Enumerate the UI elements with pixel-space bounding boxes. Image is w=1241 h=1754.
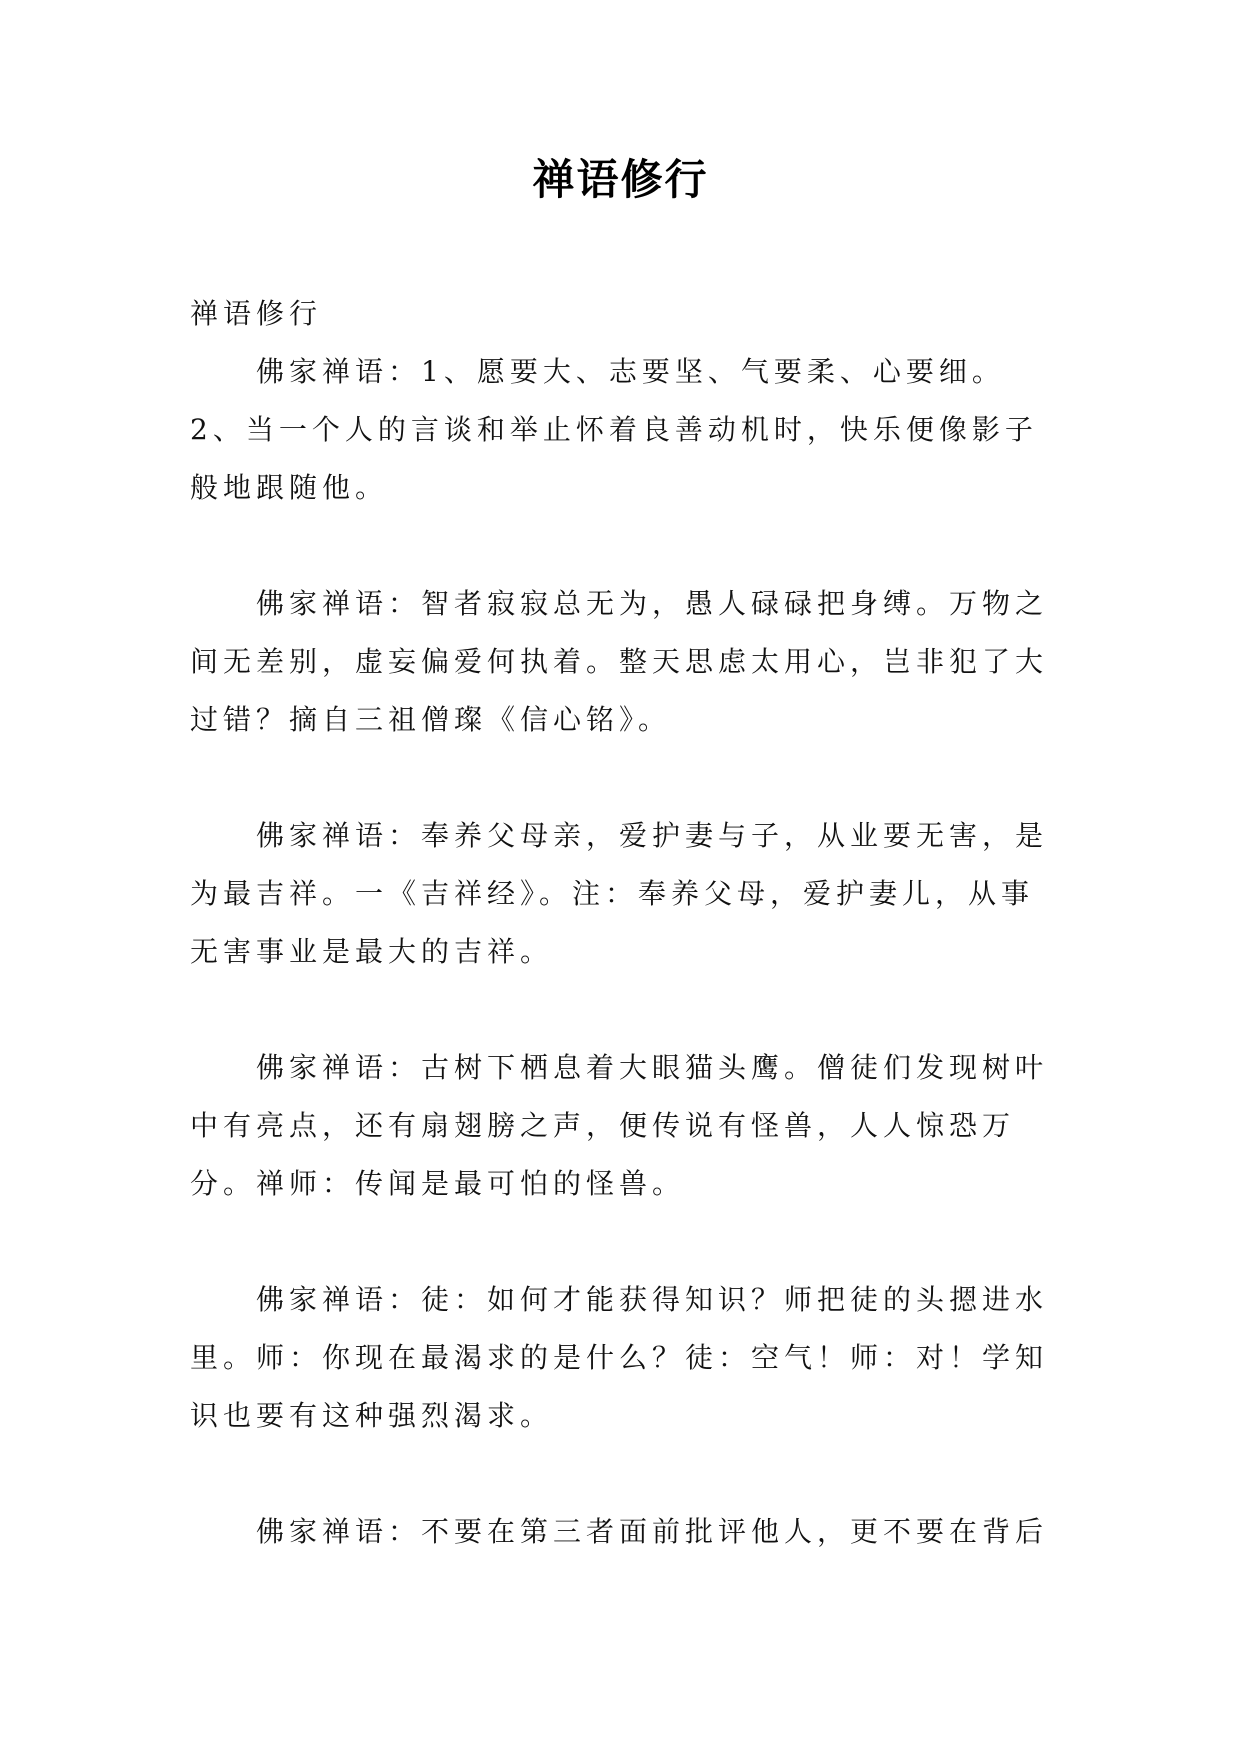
paragraph-4: 佛家禅语：古树下栖息着大眼猫头鹰。僧徒们发现树叶中有亮点，还有扇翅膀之声，便传说有怪兽，人人惊恐万分。禅师：传闻是最可怕的怪兽。 [190, 1051, 1049, 1200]
document-body [190, 285, 1058, 1619]
section-heading: 禅语修行 [190, 297, 323, 330]
paragraph-3: 佛家禅语：奉养父母亲，爱护妻与子，从业要无害，是为最吉祥。一《吉祥经》。注：奉养父母，爱护妻儿，从事无害事业是最大的吉祥。 [190, 819, 1049, 968]
paragraph-1: 佛家禅语：1、愿要大、志要坚、气要柔、心要细。2、当一个人的言谈和举止怀着良善动机时，快乐便像影子般地跟随他。 [190, 355, 1038, 504]
paragraph-5: 佛家禅语：徒：如何才能获得知识？师把徒的头摁进水里。师：你现在最渴求的是什么？徒：空气！师：对！学知识也要有这种强烈渴求。 [190, 1283, 1049, 1432]
document-title: 禅语修行 [532, 155, 709, 204]
paragraph-6: 佛家禅语：不要在第三者面前批评他人，更不要在背后 [256, 1515, 1049, 1548]
paragraph-2: 佛家禅语：智者寂寂总无为，愚人碌碌把身缚。万物之间无差别，虚妄偏爱何执着。整天思虑太用心，岂非犯了大过错？摘自三祖僧璨《信心铭》。 [190, 587, 1049, 736]
